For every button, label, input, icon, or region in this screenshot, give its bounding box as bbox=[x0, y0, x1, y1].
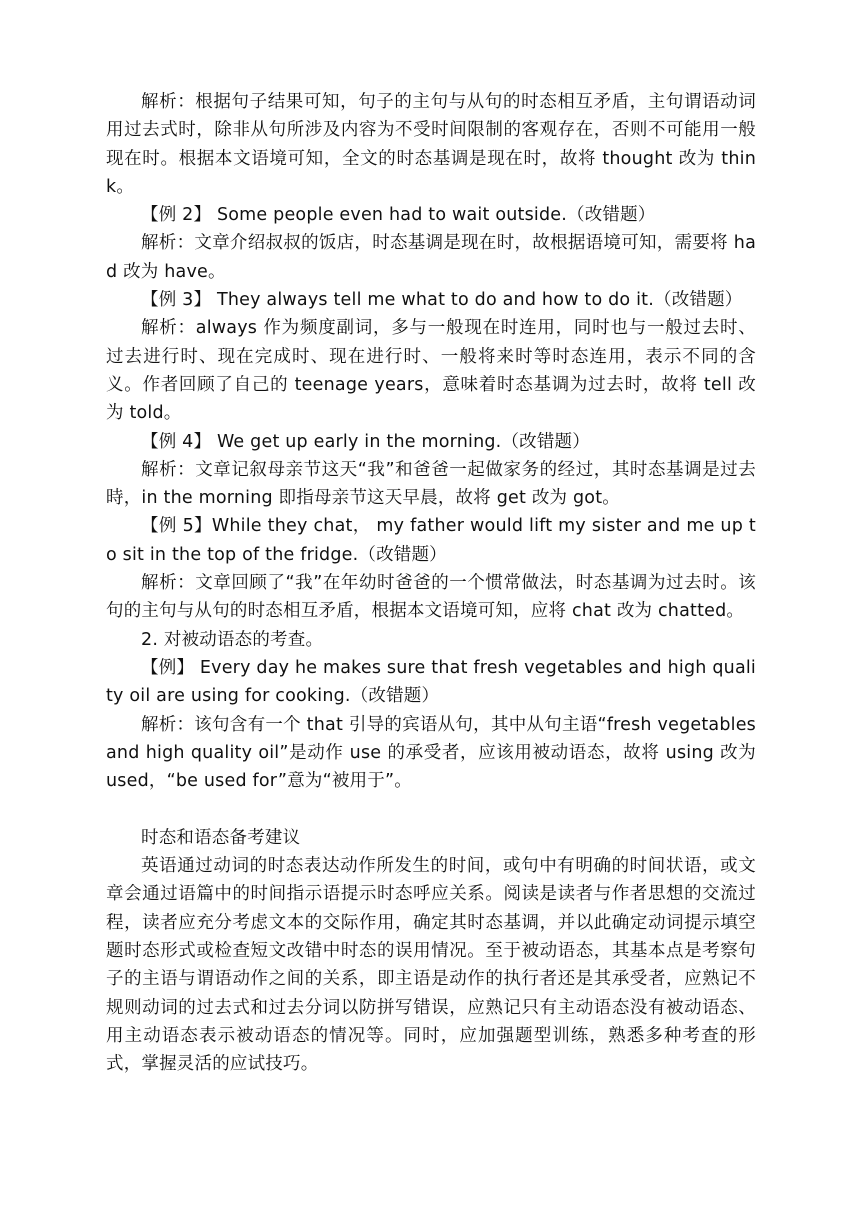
section-heading: 时态和语态备考建议 bbox=[141, 827, 301, 848]
analysis-paragraph-4: 解析：文章记叙母亲节这天“我”和爸爸一起做家务的经过，其时态基调是过去時，in the morning 即指母亲节这天早晨，故将 get 改为 got。 bbox=[106, 459, 756, 509]
section-body: 英语通过动词的时态表达动作所发生的时间，或句中有明确的时间状语，或文章会通过语篇中的时间指示语提示时态呼应关系。阅读是读者与作者思想的交流过程，读者应充分考虑文本的交际作用，确定其时态基调，并以此确定动词提示填空题时态形式或检查短文改错中时态的误用情况。至于被动语态，其基本点是考察句子的主语与谓语动作之间的关系，即主语是动作的执行者还是其承受者，应熟记不规则动词的过去式和过去分词以防拼写错误，应熟记只有主动语态没有被动语态、用主动语态表示被动语态的情况等。同时，应加强题型训练，熟悉多种考查的形式，掌握灵活的应试技巧。 bbox=[106, 856, 756, 1075]
analysis-paragraph-2: 解析：文章介绍叔叔的饭店，时态基调是现在时，故根据语境可知，需要将 had 改为 have。 bbox=[106, 233, 756, 282]
example-3: 【例 3】 They always tell me what to do and how to do it.（改错题） bbox=[141, 290, 743, 311]
document-page bbox=[106, 88, 756, 1078]
blank-line bbox=[106, 795, 756, 823]
analysis-paragraph-1: 解析：根据句子结果可知，句子的主句与从句的时态相互矛盾，主句谓语动词用过去式时，除非从句所涉及内容为不受时间限制的客观存在，否则不可能用一般现在时。根据本文语境可知，全文的时态基调是现在时，故将 thought 改为 think。 bbox=[106, 92, 756, 197]
analysis-paragraph-6: 解析：该句含有一个 that 引导的宾语从句，其中从句主语“fresh vegetables and high quality oil”是动作 use 的承受者，应该用被动语态，故将 using 改为 used，“be used for”意为“被用于”。 bbox=[106, 714, 756, 792]
example-passive: 【例】 Every day he makes sure that fresh vegetables and high quality oil are using for cooking.（改错题） bbox=[106, 657, 756, 707]
example-5: 【例 5】While they chat， my father would lift my sister and me up to sit in the top of the fridge.（改错题） bbox=[106, 516, 756, 565]
example-4: 【例 4】 We get up early in the morning.（改错题） bbox=[141, 431, 590, 452]
analysis-paragraph-3: 解析：always 作为频度副词，多与一般现在时连用，同时也与一般过去时、过去进行时、现在完成时、现在进行时、一般将来时等时态连用，表示不同的含义。作者回顾了自己的 teenage years，意味着时态基调为过去时，故将 tell 改为 told。 bbox=[106, 318, 756, 424]
passive-voice-heading: 2. 对被动语态的考查。 bbox=[141, 629, 324, 650]
analysis-paragraph-5: 解析：文章回顾了“我”在年幼时爸爸的一个惯常做法，时态基调为过去时。该句的主句与从句的时态相互矛盾，根据本文语境可知，应将 chat 改为 chatted。 bbox=[106, 573, 756, 622]
example-2: 【例 2】 Some people even had to wait outside.（改错题） bbox=[141, 205, 656, 226]
